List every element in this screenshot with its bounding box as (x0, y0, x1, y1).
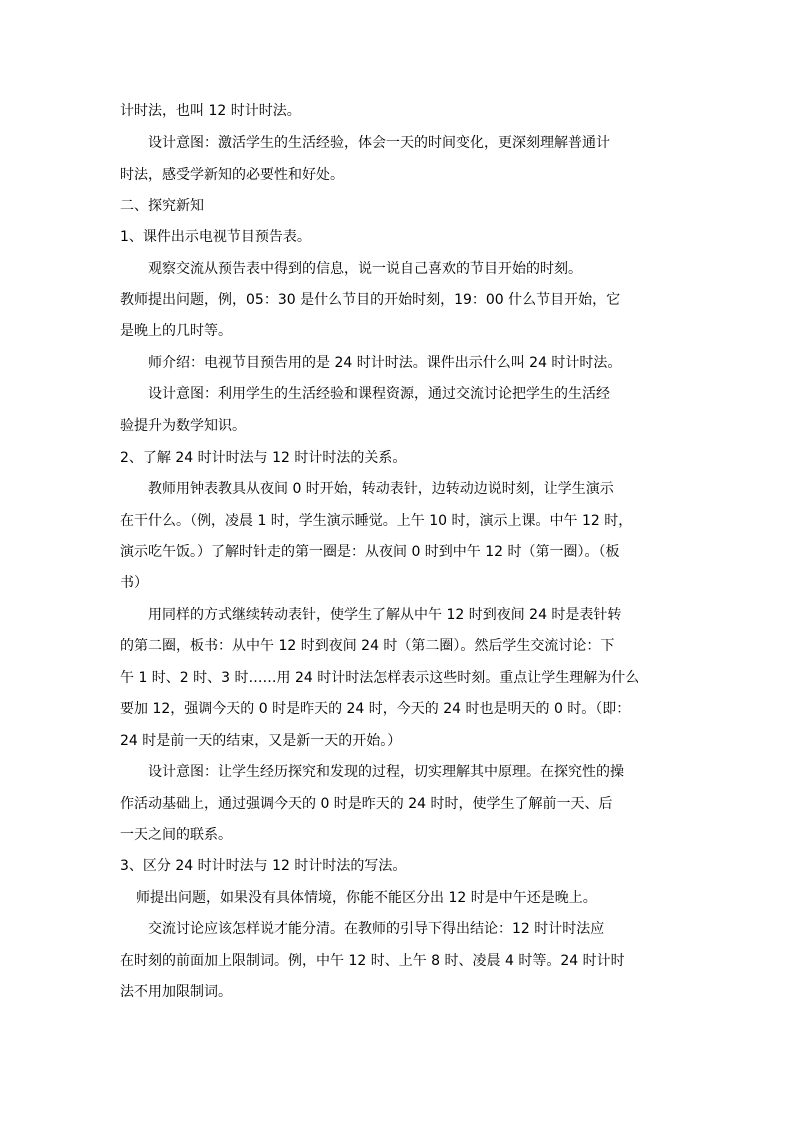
text-line: 的第二圈，板书：从中午 12 时到夜间 24 时（第二圈）。然后学生交流讨论：下 (120, 638, 615, 654)
text-line: 师介绍：电视节目预告用的是 24 时计时法。课件出示什么叫 24 时计时法。 (148, 355, 622, 371)
text-line: 一天之间的联系。 (120, 827, 232, 843)
text-line: 用同样的方式继续转动表针，使学生了解从中午 12 时到夜间 24 时是表针转 (148, 607, 622, 623)
text-line: 书） (120, 575, 148, 591)
text-line: 在干什么。（例，凌晨 1 时，学生演示睡觉。上午 10 时，演示上课。中午 12 时， (120, 513, 633, 529)
subsection-heading: 1、课件出示电视节目预告表。 (120, 229, 311, 245)
text-line: 午 1 时、2 时、3 时……用 24 时计时法怎样表示这些时刻。重点让学生理解为什么 (120, 670, 640, 686)
text-line: 交流讨论应该怎样说才能分清。在教师的引导下得出结论：12 时计时法应 (148, 921, 605, 937)
text-line: 设计意图：让学生经历探究和发现的过程，切实理解其中原理。在探究性的操 (148, 764, 624, 780)
text-line: 教师提出问题，例，05：30 是什么节目的开始时刻，19：00 什么节目开始，它 (120, 292, 621, 308)
text-line: 师提出问题，如果没有具体情境，你能不能区分出 12 时是中午还是晚上。 (136, 890, 597, 906)
text-line: 演示吃午饭。）了解时针走的第一圈是：从夜间 0 时到中午 12 时（第一圈）。（板 (120, 544, 620, 560)
text-line: 设计意图：利用学生的生活经验和课程资源，通过交流讨论把学生的生活经 (148, 386, 610, 402)
text-line: 观察交流从预告表中得到的信息，说一说自己喜欢的节目开始的时刻。 (148, 261, 582, 277)
text-line: 设计意图：激活学生的生活经验，体会一天的时间变化，更深刻理解普通计 (148, 135, 610, 151)
subsection-heading: 2、了解 24 时计时法与 12 时计时法的关系。 (120, 450, 407, 466)
text-line: 计时法，也叫 12 时计时法。 (120, 103, 301, 119)
text-line: 24 时是前一天的结束，又是新一天的开始。） (120, 733, 402, 749)
text-line: 时法，感受学新知的必要性和好处。 (120, 167, 344, 183)
text-line: 作活动基础上，通过强调今天的 0 时是昨天的 24 时时，使学生了解前一天、后 (120, 796, 613, 812)
subsection-heading: 3、区分 24 时计时法与 12 时计时法的写法。 (120, 858, 407, 874)
text-line: 是晚上的几时等。 (120, 323, 232, 339)
text-line: 法不用加限制词。 (120, 984, 232, 1000)
text-line: 要加 12，强调今天的 0 时是昨天的 24 时，今天的 24 时也是明天的 0 时。（即： (120, 701, 631, 717)
section-heading: 二、探究新知 (120, 198, 204, 214)
text-line: 在时刻的前面加上限制词。例，中午 12 时、上午 8 时、凌晨 4 时等。24 时计时 (120, 953, 625, 969)
text-line: 教师用钟表教具从夜间 0 时开始，转动表针，边转动边说时刻，让学生演示 (148, 481, 614, 497)
text-line: 验提升为数学知识。 (120, 418, 246, 434)
